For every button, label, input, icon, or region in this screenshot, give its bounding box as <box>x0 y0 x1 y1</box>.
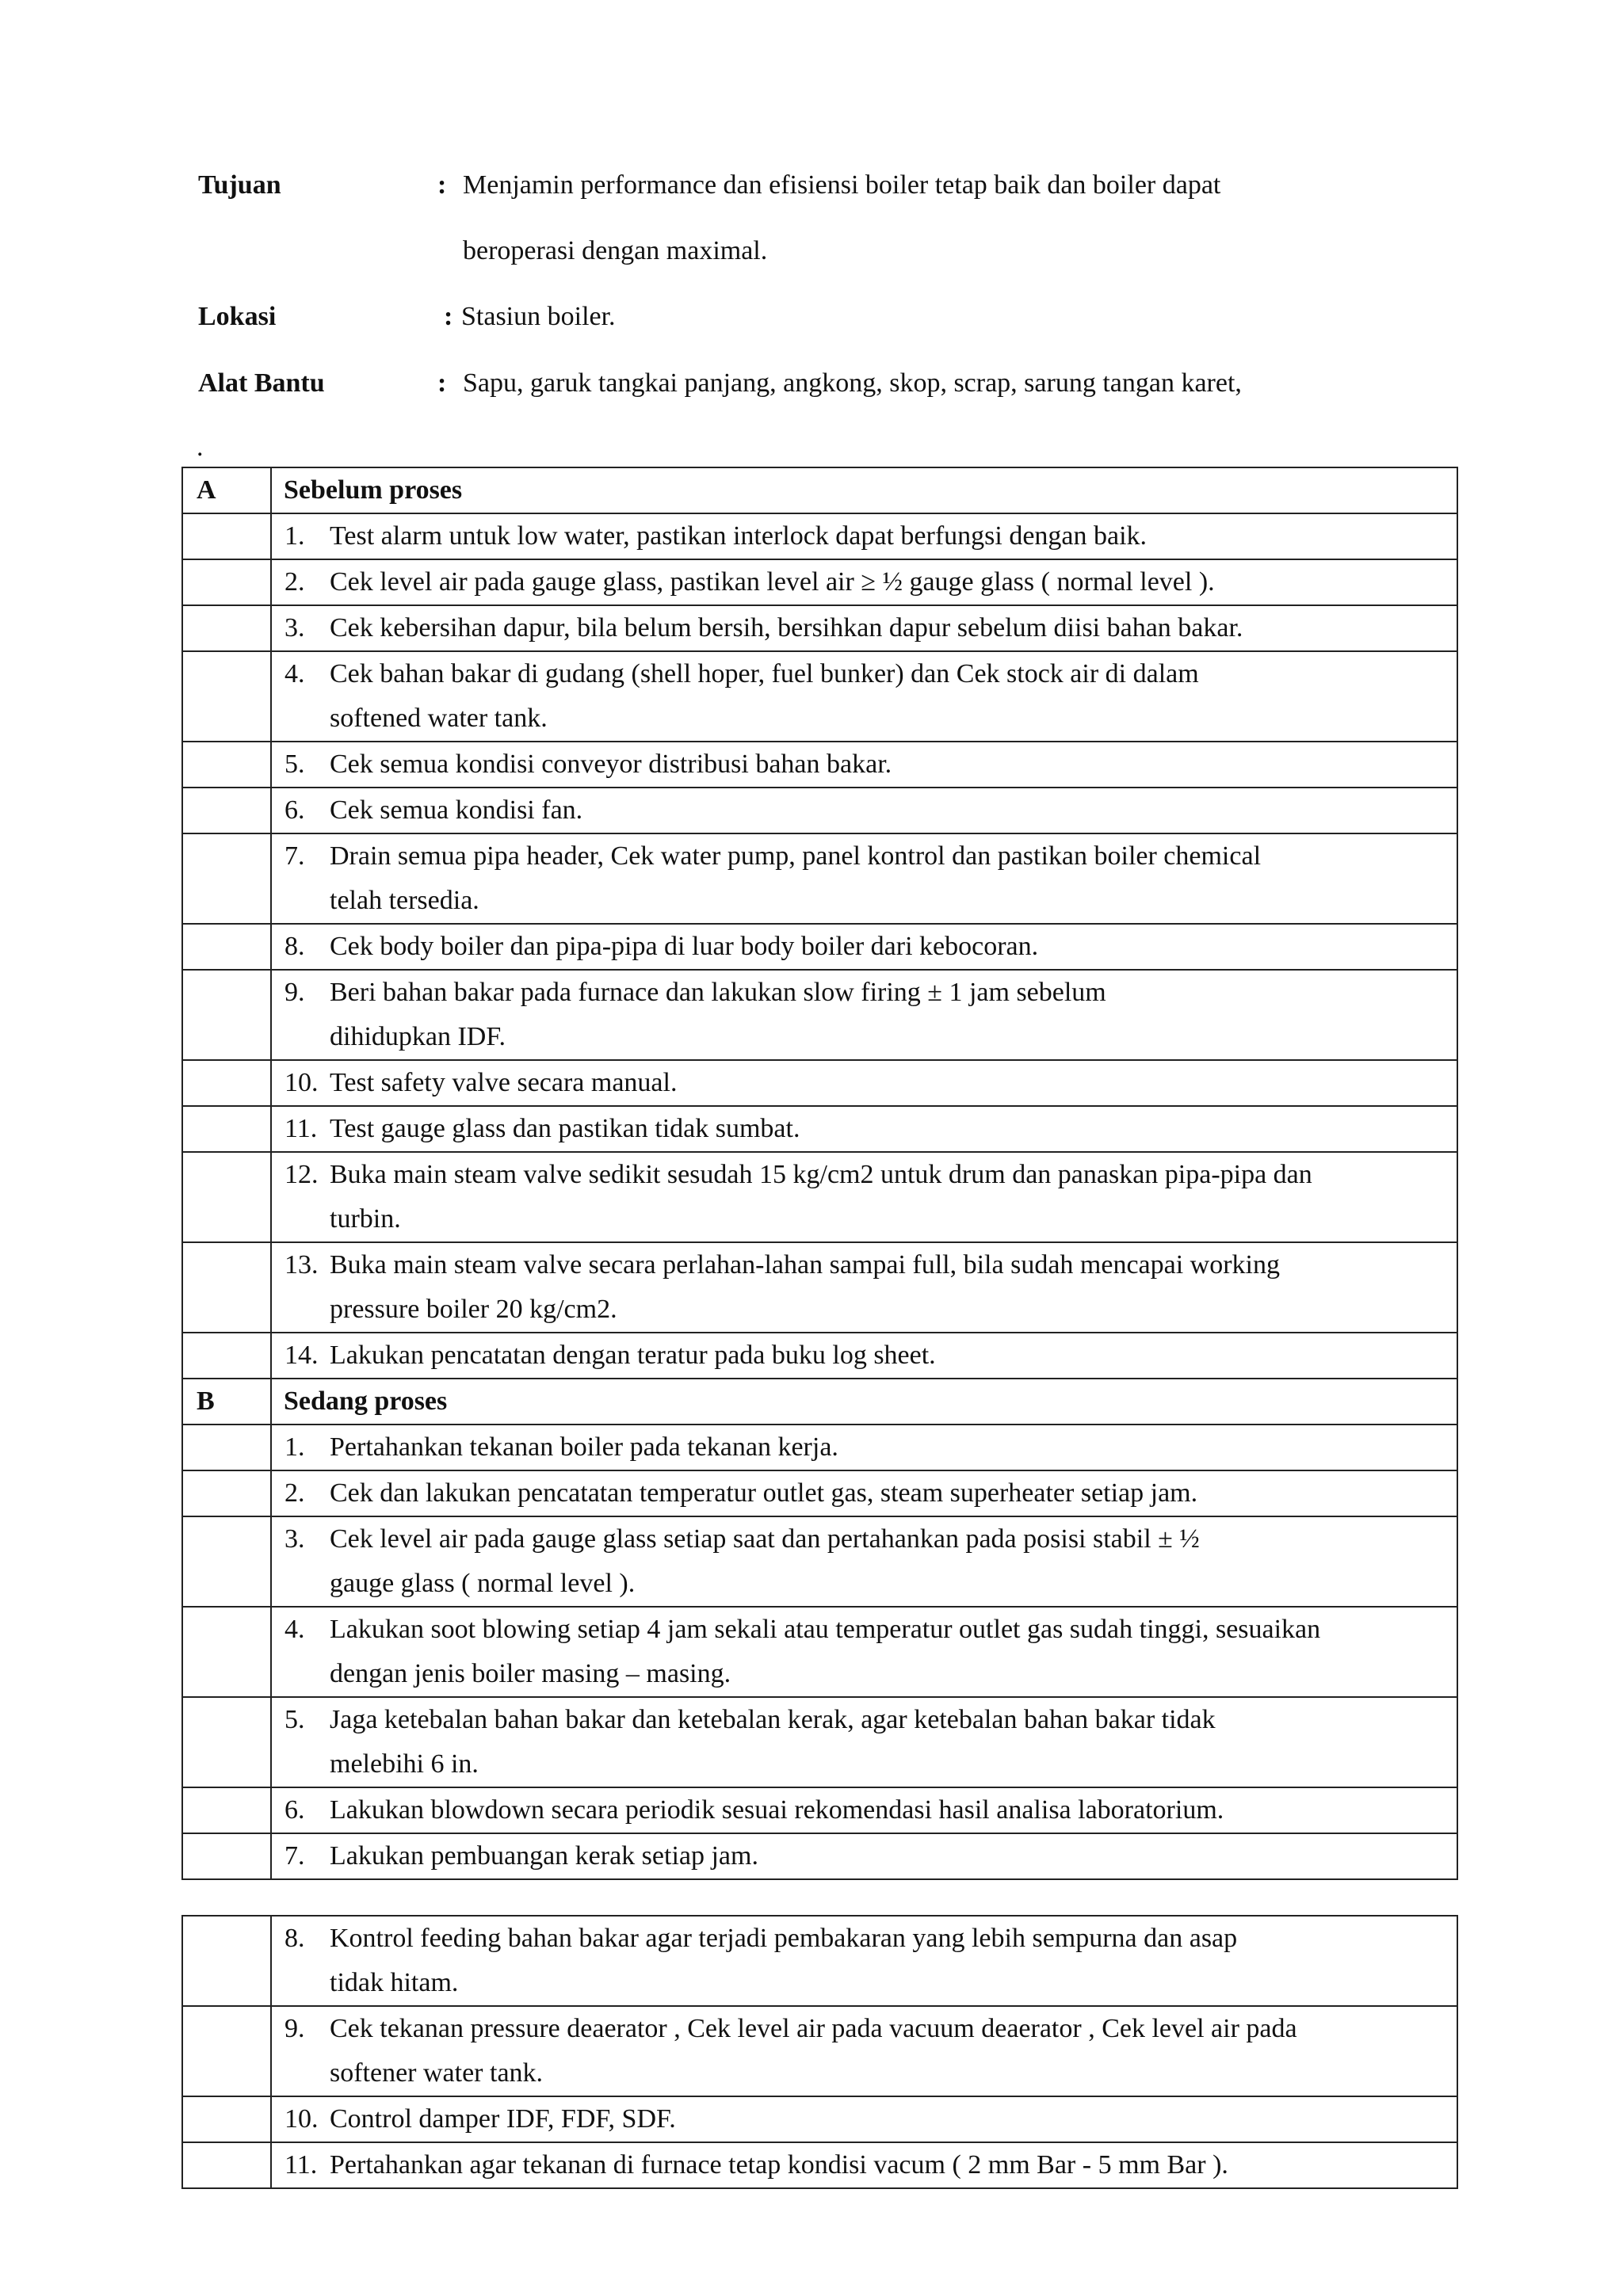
step-number: 5. <box>285 1705 305 1734</box>
step-item <box>272 560 1457 605</box>
step-text: Lakukan pembuangan kerak setiap jam. <box>330 1841 758 1871</box>
step-number: 4. <box>285 1615 305 1644</box>
step-cell <box>271 924 1457 970</box>
table-row <box>182 1333 1457 1379</box>
step-text: Test gauge glass dan pastikan tidak sumbat. <box>330 1114 800 1143</box>
step-item <box>272 1107 1457 1151</box>
alat-bantu-text: Sapu, garuk tangkai panjang, angkong, skop, scrap, sarung tangan karet, <box>463 368 1242 398</box>
step-text: Cek bahan bakar di gudang (shell hoper, fuel bunker) dan Cek stock air di dalam <box>330 659 1199 688</box>
step-text-continuation: turbin. <box>330 1204 401 1234</box>
row-marker-cell <box>182 2142 271 2188</box>
row-marker-cell <box>182 1787 271 1833</box>
section-b-letter: B <box>182 1379 271 1425</box>
step-number: 7. <box>285 1841 305 1871</box>
step-cell <box>271 1607 1457 1697</box>
row-marker-cell <box>182 1697 271 1787</box>
row-marker-cell <box>182 559 271 605</box>
section-b-title-cell <box>271 1379 1457 1425</box>
step-item <box>272 514 1457 559</box>
step-cell <box>271 1833 1457 1879</box>
step-text: Test alarm untuk low water, pastikan interlock dapat berfungsi dengan baik. <box>330 521 1148 551</box>
step-number: 12. <box>285 1160 319 1189</box>
tujuan-text-line2: beroperasi dengan maximal. <box>463 236 768 265</box>
table-row <box>182 924 1457 970</box>
step-text: Beri bahan bakar pada furnace dan lakukan slow firing ± 1 jam sebelum <box>330 978 1106 1007</box>
table-row <box>182 651 1457 742</box>
step-item <box>272 1917 1457 2005</box>
row-marker-cell <box>182 1470 271 1516</box>
step-number: 3. <box>285 1524 305 1554</box>
row-marker-cell <box>182 651 271 742</box>
step-cell <box>271 513 1457 559</box>
step-text-continuation: melebihi 6 in. <box>330 1749 479 1779</box>
step-text: Cek level air pada gauge glass setiap saat dan pertahankan pada posisi stabil ± ½ <box>330 1524 1200 1554</box>
row-marker-cell <box>182 1242 271 1333</box>
table-row <box>182 1787 1457 1833</box>
step-item <box>272 1608 1457 1696</box>
step-number: 9. <box>285 2014 305 2043</box>
table-row <box>182 513 1457 559</box>
table-row <box>182 788 1457 833</box>
step-item <box>272 788 1457 833</box>
step-item <box>272 1425 1457 1470</box>
section-a-items <box>182 513 1457 1379</box>
table-row <box>182 1060 1457 1106</box>
step-item <box>272 2097 1457 2142</box>
step-item <box>272 834 1457 923</box>
lokasi-label: Lokasi <box>198 302 277 331</box>
table-row <box>182 1916 1457 2006</box>
step-item <box>272 742 1457 787</box>
row-marker-cell <box>182 833 271 924</box>
alat-bantu-colon: : <box>437 368 447 398</box>
step-text: Cek body boiler dan pipa-pipa di luar body boiler dari kebocoran. <box>330 932 1039 961</box>
step-item <box>272 1243 1457 1332</box>
tujuan-label: Tujuan <box>198 170 281 200</box>
step-number: 7. <box>285 841 305 871</box>
row-marker-cell <box>182 605 271 651</box>
procedure-table-continued <box>181 1915 1458 2189</box>
table-row <box>182 559 1457 605</box>
table-row <box>182 1607 1457 1697</box>
table-row <box>182 1697 1457 1787</box>
table-row <box>182 2006 1457 2096</box>
procedure-table <box>181 467 1458 1880</box>
step-item <box>272 1517 1457 1606</box>
step-text: Control damper IDF, FDF, SDF. <box>330 2104 676 2134</box>
step-number: 6. <box>285 1795 305 1825</box>
section-b-items <box>182 1425 1457 1879</box>
step-cell <box>271 1516 1457 1607</box>
step-number: 3. <box>285 613 305 643</box>
table-row <box>182 970 1457 1060</box>
table-row <box>182 1152 1457 1242</box>
step-number: 1. <box>285 1432 305 1462</box>
step-number: 13. <box>285 1250 319 1280</box>
step-text-continuation: gauge glass ( normal level ). <box>330 1569 636 1598</box>
row-marker-cell <box>182 1833 271 1879</box>
step-cell <box>271 788 1457 833</box>
step-cell <box>271 605 1457 651</box>
table-row <box>182 605 1457 651</box>
step-item <box>272 1788 1457 1833</box>
step-number: 8. <box>285 932 305 961</box>
row-marker-cell <box>182 1425 271 1470</box>
step-item <box>272 2143 1457 2187</box>
step-number: 9. <box>285 978 305 1007</box>
step-cell <box>271 1333 1457 1379</box>
step-cell <box>271 1787 1457 1833</box>
step-text: Pertahankan agar tekanan di furnace tetap kondisi vacum ( 2 mm Bar - 5 mm Bar ). <box>330 2150 1228 2180</box>
row-marker-cell <box>182 970 271 1060</box>
tujuan-text-line1: Menjamin performance dan efisiensi boiler tetap baik dan boiler dapat <box>463 170 1221 200</box>
step-text-continuation: pressure boiler 20 kg/cm2. <box>330 1295 617 1324</box>
step-number: 5. <box>285 749 305 779</box>
step-text: Drain semua pipa header, Cek water pump, panel kontrol dan pastikan boiler chemical <box>330 841 1262 871</box>
section-b-header-row <box>182 1379 1457 1425</box>
step-cell <box>271 651 1457 742</box>
step-number: 2. <box>285 567 305 597</box>
row-marker-cell <box>182 1916 271 2006</box>
tujuan-colon: : <box>437 170 447 200</box>
step-cell <box>271 1060 1457 1106</box>
step-cell <box>271 2142 1457 2188</box>
step-cell <box>271 833 1457 924</box>
table-row <box>182 1833 1457 1879</box>
row-marker-cell <box>182 1106 271 1152</box>
step-cell <box>271 2006 1457 2096</box>
section-a-letter: A <box>182 467 271 513</box>
section-b-continued-items <box>182 1916 1457 2188</box>
step-cell <box>271 1106 1457 1152</box>
step-cell <box>271 1152 1457 1242</box>
step-item <box>272 1061 1457 1105</box>
section-a-header-row <box>182 467 1457 513</box>
step-text: Buka main steam valve sedikit sesudah 15 kg/cm2 untuk drum dan panaskan pipa-pipa dan <box>330 1160 1312 1189</box>
step-cell <box>271 2096 1457 2142</box>
step-text: Kontrol feeding bahan bakar agar terjadi pembakaran yang lebih sempurna dan asap <box>330 1924 1238 1953</box>
step-text: Test safety valve secara manual. <box>330 1068 678 1097</box>
table-row <box>182 1516 1457 1607</box>
step-cell <box>271 1697 1457 1787</box>
table-row <box>182 1470 1457 1516</box>
step-text-continuation: softener water tank. <box>330 2058 544 2088</box>
step-item <box>272 1153 1457 1241</box>
table-row <box>182 1425 1457 1470</box>
step-text-continuation: softened water tank. <box>330 704 548 733</box>
section-a-title: Sebelum proses <box>284 475 463 505</box>
step-text: Cek dan lakukan pencatatan temperatur outlet gas, steam superheater setiap jam. <box>330 1478 1198 1508</box>
step-number: 10. <box>285 2104 319 2134</box>
step-item <box>272 925 1457 969</box>
table-row <box>182 2142 1457 2188</box>
step-text: Lakukan soot blowing setiap 4 jam sekali atau temperatur outlet gas sudah tinggi, sesuaikan <box>330 1615 1321 1644</box>
row-marker-cell <box>182 2096 271 2142</box>
step-item <box>272 606 1457 650</box>
step-text: Cek semua kondisi conveyor distribusi bahan bakar. <box>330 749 892 779</box>
row-marker-cell <box>182 1607 271 1697</box>
step-number: 10. <box>285 1068 319 1097</box>
step-item <box>272 971 1457 1059</box>
row-marker-cell <box>182 1516 271 1607</box>
step-number: 1. <box>285 521 305 551</box>
row-marker-cell <box>182 1152 271 1242</box>
step-number: 4. <box>285 659 305 688</box>
table-row <box>182 1106 1457 1152</box>
row-marker-cell <box>182 742 271 788</box>
step-text: Cek kebersihan dapur, bila belum bersih, bersihkan dapur sebelum diisi bahan bakar. <box>330 613 1243 643</box>
step-cell <box>271 742 1457 788</box>
step-text: Cek tekanan pressure deaerator , Cek level air pada vacuum deaerator , Cek level air pada <box>330 2014 1297 2043</box>
step-cell <box>271 1242 1457 1333</box>
step-cell <box>271 1425 1457 1470</box>
step-text: Cek semua kondisi fan. <box>330 795 583 825</box>
step-item <box>272 1834 1457 1878</box>
lokasi-colon: : <box>444 302 453 331</box>
lokasi-text: Stasiun boiler. <box>461 302 616 331</box>
table-row <box>182 2096 1457 2142</box>
table-row <box>182 833 1457 924</box>
step-item <box>272 1698 1457 1787</box>
step-number: 2. <box>285 1478 305 1508</box>
row-marker-cell <box>182 2006 271 2096</box>
step-text: Lakukan pencatatan dengan teratur pada buku log sheet. <box>330 1341 936 1370</box>
step-item <box>272 1471 1457 1516</box>
step-number: 8. <box>285 1924 305 1953</box>
stray-dot: . <box>197 433 204 462</box>
section-b-title: Sedang proses <box>284 1386 448 1416</box>
step-number: 6. <box>285 795 305 825</box>
alat-bantu-label: Alat Bantu <box>198 368 325 398</box>
step-item <box>272 1333 1457 1378</box>
step-text-continuation: tidak hitam. <box>330 1968 459 1997</box>
step-text: Pertahankan tekanan boiler pada tekanan kerja. <box>330 1432 838 1462</box>
step-text: Cek level air pada gauge glass, pastikan level air ≥ ½ gauge glass ( normal level ). <box>330 567 1215 597</box>
step-text-continuation: dihidupkan IDF. <box>330 1022 506 1051</box>
row-marker-cell <box>182 788 271 833</box>
table-row <box>182 742 1457 788</box>
step-number: 11. <box>285 1114 318 1143</box>
step-item <box>272 2007 1457 2096</box>
row-marker-cell <box>182 513 271 559</box>
step-item <box>272 652 1457 741</box>
step-cell <box>271 559 1457 605</box>
step-text-continuation: telah tersedia. <box>330 886 479 915</box>
step-text: Lakukan blowdown secara periodik sesuai rekomendasi hasil analisa laboratorium. <box>330 1795 1224 1825</box>
step-text: Buka main steam valve secara perlahan-lahan sampai full, bila sudah mencapai working <box>330 1250 1280 1280</box>
table-row <box>182 1242 1457 1333</box>
step-cell <box>271 1470 1457 1516</box>
row-marker-cell <box>182 1060 271 1106</box>
step-number: 11. <box>285 2150 318 2180</box>
step-cell <box>271 970 1457 1060</box>
row-marker-cell <box>182 924 271 970</box>
step-text: Jaga ketebalan bahan bakar dan ketebalan kerak, agar ketebalan bahan bakar tidak <box>330 1705 1216 1734</box>
step-text-continuation: dengan jenis boiler masing – masing. <box>330 1659 731 1688</box>
step-number: 14. <box>285 1341 319 1370</box>
step-cell <box>271 1916 1457 2006</box>
section-a-title-cell <box>271 467 1457 513</box>
row-marker-cell <box>182 1333 271 1379</box>
